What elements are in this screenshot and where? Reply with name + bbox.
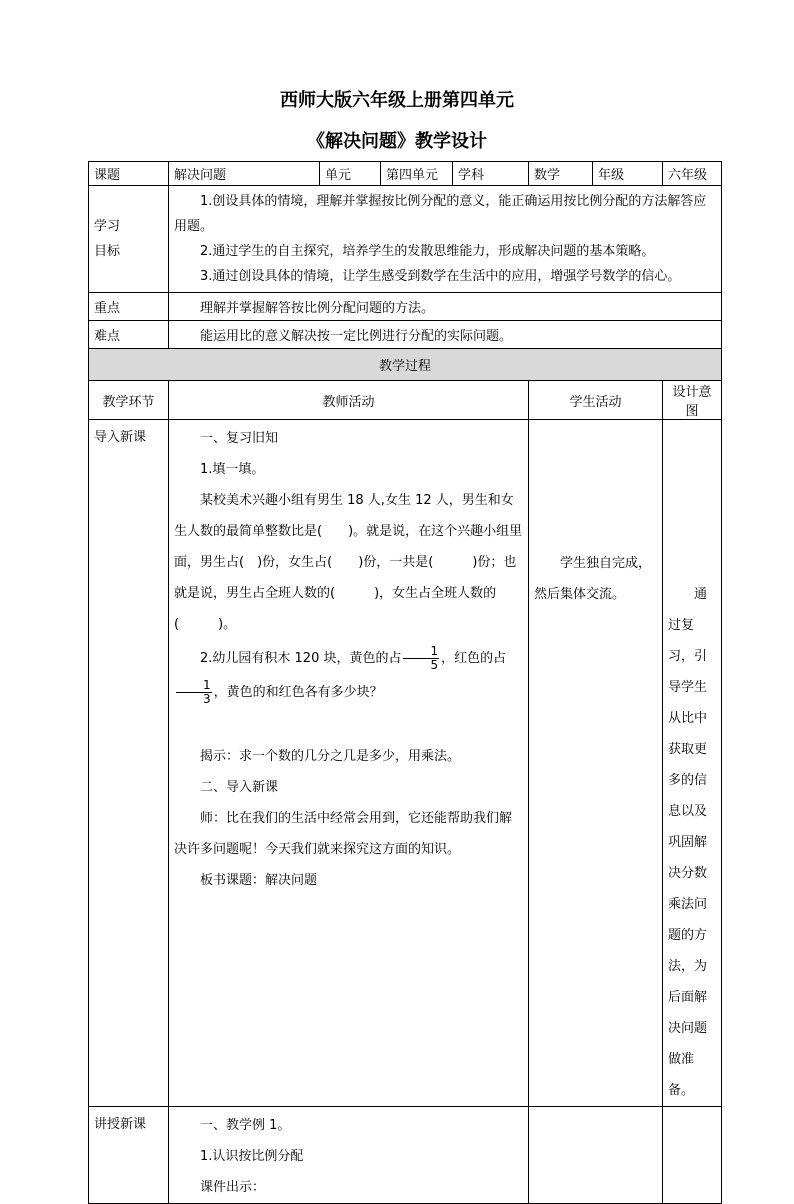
key-point-row <box>89 293 722 321</box>
intro-design-intent: 通过复习，引导学生从比中获取更多的信息以及巩固解决分数乘法问题的方法，为后面解决问题做准备。 <box>663 420 722 1107</box>
intro-teacher-activity <box>169 420 529 1107</box>
goals-label: 学习目标 <box>89 186 169 293</box>
board-title: 板书课题：解决问题 <box>200 873 318 888</box>
goal-item: 2.通过学生的自主探究，培养学生的发散思维能力，形成解决问题的基本策略。 <box>200 244 655 259</box>
teacher-speech: 师：比在我们的生活中经常会用到，它还能帮助我们解决许多问题呢！今天我们就来探究这方面的知识。 <box>174 811 513 857</box>
reveal-text: 揭示：求一个数的几分之几是多少，用乘法。 <box>200 749 461 764</box>
topic-label: 课题 <box>89 162 169 186</box>
process-title-row <box>89 349 722 381</box>
difficulty-row <box>89 321 722 349</box>
goals-content <box>169 186 722 293</box>
new-stage: 讲授新课 <box>89 1107 169 1204</box>
goal-item: 3.通过创设具体的情境，让学生感受到数学在生活中的应用，增强学号数学的信心。 <box>200 269 681 284</box>
unit-label: 单元 <box>320 162 381 186</box>
grade-label: 年级 <box>593 162 663 186</box>
intro-row <box>89 420 722 1107</box>
topic-value: 解决问题 <box>169 162 320 186</box>
ratio-heading: 1.认识按比例分配 <box>200 1149 304 1164</box>
fraction-one-fifth: $\frac{1}{5}$ <box>403 645 439 672</box>
fill-question: 某校美术兴趣小组有男生 18 人,女生 12 人，男生和女生人数的最简单整数比是( )。就是说，在这个兴趣小组里面，男生占( )份，女生占( )份，一共是( )份；也就是说，男生占全班人数的( )，女生占全班人数的( )。 <box>174 493 523 632</box>
new-teacher-activity <box>169 1107 529 1204</box>
info-row <box>89 162 722 186</box>
header-student: 学生活动 <box>529 381 663 420</box>
header-intent: 设计意图 <box>663 381 722 420</box>
fill-heading: 1.填一填。 <box>200 462 265 477</box>
goal-item: 1.创设具体的情境，理解并掌握按比例分配的意义，能正确运用按比例分配的方法解答应用题。 <box>174 194 707 234</box>
lesson-title: 《解决问题》教学设计 <box>307 131 487 152</box>
header-teacher: 教师活动 <box>169 381 529 420</box>
fraction-one-third: $\frac{1}{3}$ <box>176 679 212 706</box>
intro-heading: 二、导入新课 <box>200 780 279 795</box>
key-point-text: 理解并掌握解答按比例分配问题的方法。 <box>169 293 722 321</box>
example-heading: 一、教学例 1。 <box>200 1118 291 1133</box>
document-title: 西师大版六年级上册第四单元 <box>280 90 514 111</box>
intro-stage: 导入新课 <box>89 420 169 1107</box>
slide-intro: 课件出示： <box>200 1180 266 1195</box>
unit-value: 第四单元 <box>381 162 453 186</box>
subject-value: 数学 <box>529 162 593 186</box>
new-lesson-row <box>89 1107 722 1204</box>
difficulty-label: 难点 <box>89 321 169 349</box>
review-heading: 一、复习旧知 <box>200 431 279 446</box>
new-student-activity <box>529 1107 663 1204</box>
process-title: 教学过程 <box>89 349 722 381</box>
key-point-label: 重点 <box>89 293 169 321</box>
goals-row <box>89 186 722 293</box>
header-stage: 教学环节 <box>89 381 169 420</box>
new-design-intent <box>663 1107 722 1204</box>
subject-label: 学科 <box>453 162 529 186</box>
lesson-plan-table <box>88 161 722 1204</box>
difficulty-text: 能运用比的意义解决按一定比例进行分配的实际问题。 <box>169 321 722 349</box>
process-header-row <box>89 381 722 420</box>
blocks-question: 2.幼儿园有积木 120 块，黄色的占 $\frac{1}{5}$ ，红色的占 $\frac{1}{3}$ ，黄色的和红色各有多少块？ <box>174 642 523 710</box>
intro-student-activity: 学生独自完成，然后集体交流。 <box>529 420 663 1107</box>
grade-value: 六年级 <box>663 162 722 186</box>
